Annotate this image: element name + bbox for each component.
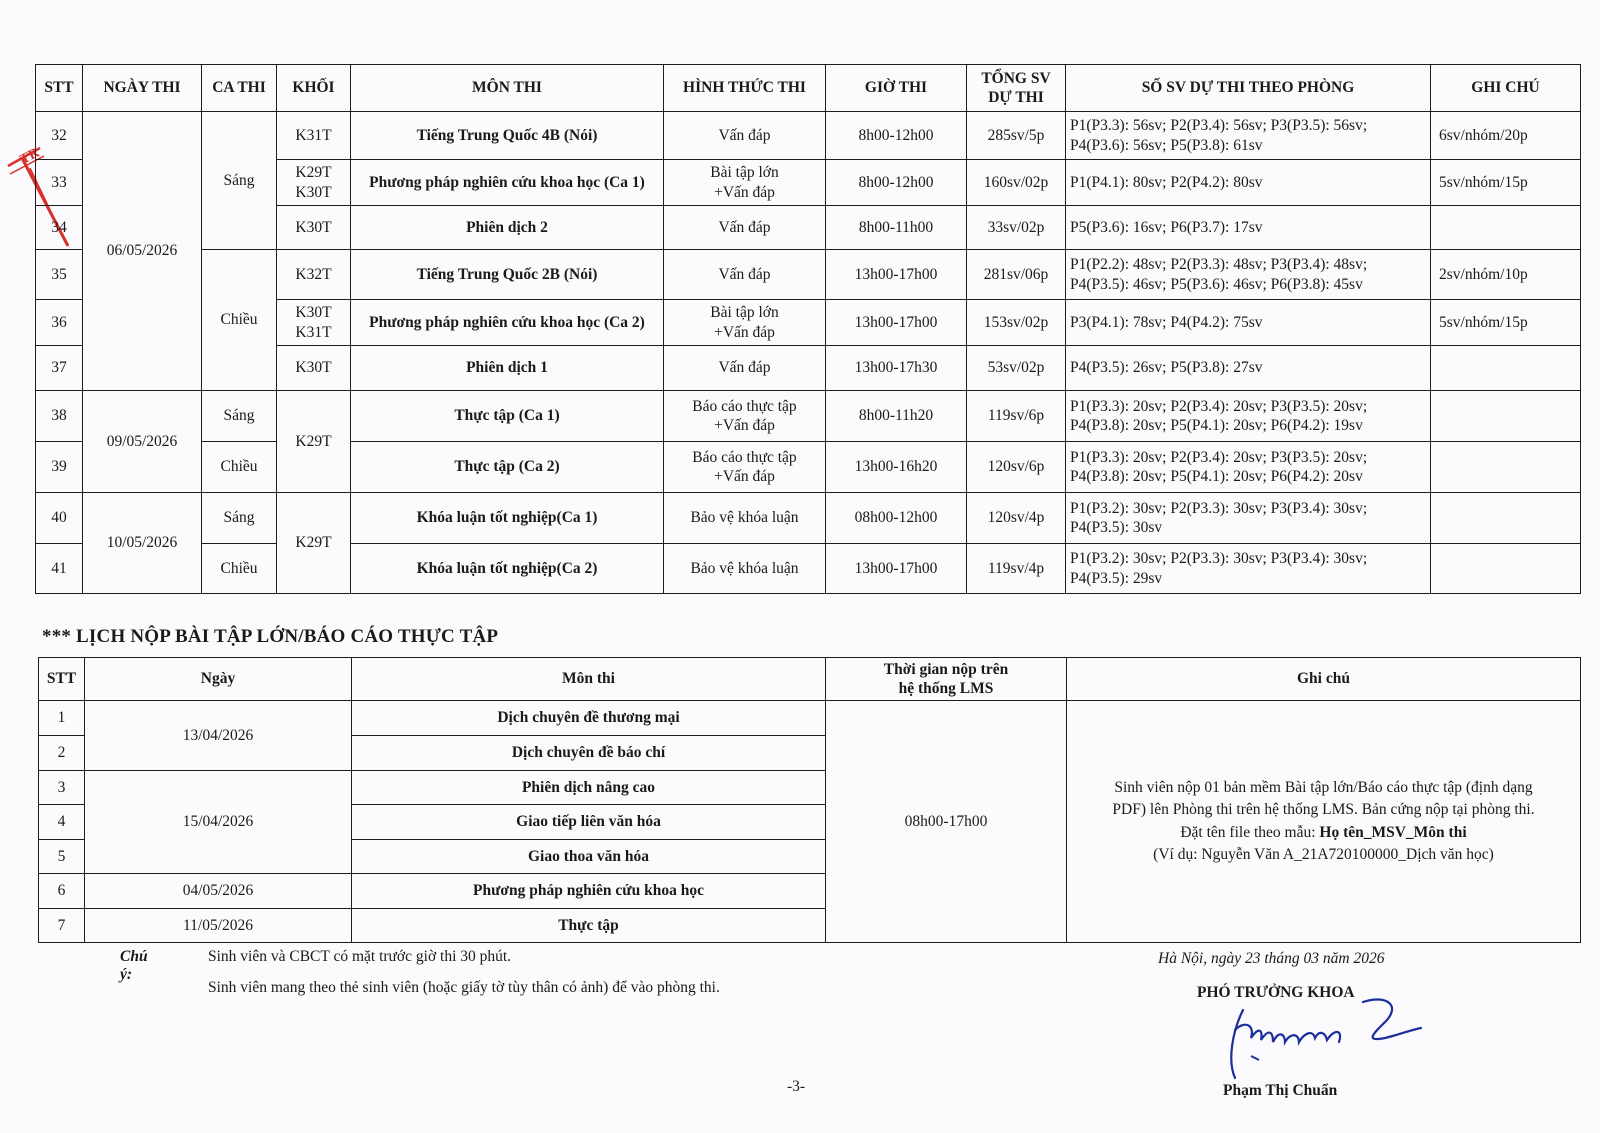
header-lms-time: Thời gian nộp trên hệ thống LMS bbox=[826, 658, 1067, 701]
shift-cell: Chiều bbox=[202, 544, 277, 594]
date-cell: 11/05/2026 bbox=[85, 909, 352, 943]
header-stt: STT bbox=[36, 65, 83, 112]
date-place: Hà Nội, ngày 23 tháng 03 năm 2026 bbox=[1158, 950, 1385, 967]
table-row: 38 09/05/2026 Sáng K29T Thực tập (Ca 1) Báo cáo thực tập +Vấn đáp 8h00-11h20 119sv/6p P1(P3.3): 20sv; P2(P3.4): 20sv; P3(P3.5): 20sv; P4(P3.8): 20sv; P5(P4.1): 20sv; P6(P4.2): 19sv bbox=[36, 391, 1581, 442]
header-rooms: SỐ SV DỰ THI THEO PHÒNG bbox=[1066, 65, 1431, 112]
date-cell: 15/04/2026 bbox=[85, 771, 352, 874]
table-row: 4 Giao tiếp liên văn hóa bbox=[39, 805, 1581, 840]
shift-cell: Chiều bbox=[202, 250, 277, 391]
header-shift: CA THI bbox=[202, 65, 277, 112]
shift-cell: Sáng bbox=[202, 112, 277, 250]
date-cell: 09/05/2026 bbox=[83, 391, 202, 493]
stamp-text: TR bbox=[17, 145, 43, 168]
shift-cell: Sáng bbox=[202, 493, 277, 544]
header-cohort: KHỐI bbox=[277, 65, 351, 112]
lms-time-cell: 08h00-17h00 bbox=[826, 701, 1067, 943]
table-row: 3 15/04/2026 Phiên dịch nâng cao bbox=[39, 771, 1581, 805]
lms-note-cell: Sinh viên nộp 01 bản mềm Bài tập lớn/Báo cáo thực tập (định dạng PDF) lên Phòng thi trên hệ thống LMS. Bản cứng nộp tại phòng thi. Đặt tên file theo mẫu: Họ tên_MSV_Môn thi (Ví dụ: Nguyễn Văn A_21A720100000_Dịch văn học) bbox=[1067, 701, 1581, 943]
table-row: 40 10/05/2026 Sáng K29T Khóa luận tốt nghiệp(Ca 1) Bảo vệ khóa luận 08h00-12h00 120sv/4p P1(P3.2): 30sv; P2(P3.3): 30sv; P3(P3.4): 30sv; P4(P3.5): 30sv bbox=[36, 493, 1581, 544]
signer-name: Phạm Thị Chuẩn bbox=[1223, 1082, 1338, 1099]
date-cell: 10/05/2026 bbox=[83, 493, 202, 594]
section-title: *** LỊCH NỘP BÀI TẬP LỚN/BÁO CÁO THỰC TẬP bbox=[42, 626, 499, 647]
header-note: Ghi chú bbox=[1067, 658, 1581, 701]
signer-title: PHÓ TRƯỞNG KHOA bbox=[1197, 984, 1355, 1001]
date-cell: 04/05/2026 bbox=[85, 874, 352, 909]
header-date: Ngày bbox=[85, 658, 352, 701]
shift-cell: Chiều bbox=[202, 442, 277, 493]
note-line: Sinh viên và CBCT có mặt trước giờ thi 30 phút. bbox=[208, 948, 512, 965]
table-row: 6 04/05/2026 Phương pháp nghiên cứu khoa học bbox=[39, 874, 1581, 909]
header-date: NGÀY THI bbox=[83, 65, 202, 112]
table-row: 35 Chiều K32T Tiếng Trung Quốc 2B (Nói) Vấn đáp 13h00-17h00 281sv/06p P1(P2.2): 48sv; P2(P3.3): 48sv; P3(P3.4): 48sv; P4(P3.5): 46sv; P5(P3.6): 46sv; P6(P3.8): 45sv 2sv/nhóm/10p bbox=[36, 250, 1581, 300]
header-time: GIỜ THI bbox=[826, 65, 967, 112]
table-header-row bbox=[39, 658, 1581, 701]
lms-submission-table bbox=[38, 657, 1581, 943]
table-row: 34 K30T Phiên dịch 2 Vấn đáp 8h00-11h00 33sv/02p P5(P3.6): 16sv; P6(P3.7): 17sv bbox=[36, 206, 1581, 250]
table-row: 5 Giao thoa văn hóa bbox=[39, 840, 1581, 874]
table-row: 39 Chiều Thực tập (Ca 2) Báo cáo thực tập +Vấn đáp 13h00-16h20 120sv/6p P1(P3.3): 20sv; P2(P3.4): 20sv; P3(P3.5): 20sv; P4(P3.8): 20sv; P5(P4.1): 20sv; P6(P4.2): 20sv bbox=[36, 442, 1581, 493]
header-stt: STT bbox=[39, 658, 85, 701]
exam-schedule-table bbox=[35, 64, 1581, 594]
table-row: 7 11/05/2026 Thực tập bbox=[39, 909, 1581, 943]
table-header-row bbox=[36, 65, 1581, 112]
table-row: 37 K30T Phiên dịch 1 Vấn đáp 13h00-17h30 53sv/02p P4(P3.5): 26sv; P5(P3.8): 27sv bbox=[36, 346, 1581, 391]
header-format: HÌNH THỨC THI bbox=[664, 65, 826, 112]
table-row: 33 K29T K30T Phương pháp nghiên cứu khoa học (Ca 1) Bài tập lớn +Vấn đáp 8h00-12h00 160sv/02p P1(P4.1): 80sv; P2(P4.2): 80sv 5sv/nhóm/15p bbox=[36, 160, 1581, 206]
shift-cell: Sáng bbox=[202, 391, 277, 442]
table-row: 1 13/04/2026 Dịch chuyên đề thương mại 08h00-17h00 Sinh viên nộp 01 bản mềm Bài tập lớn/Báo cáo thực tập (định dạng PDF) lên Phòng thi trên hệ thống LMS. Bản cứng nộp tại phòng thi. Đặt tên file theo mẫu: Họ tên_MSV_Môn thi (Ví dụ: Nguyễn Văn A_21A720100000_Dịch văn học) bbox=[39, 701, 1581, 736]
notes-label: Chú ý: bbox=[120, 948, 148, 983]
table-row: 41 Chiều Khóa luận tốt nghiệp(Ca 2) Bảo vệ khóa luận 13h00-17h00 119sv/4p P1(P3.2): 30sv; P2(P3.3): 30sv; P3(P3.4): 30sv; P4(P3.5): 29sv bbox=[36, 544, 1581, 594]
header-total: TỔNG SV DỰ THI bbox=[967, 65, 1066, 112]
handwritten-signature bbox=[1215, 990, 1435, 1090]
page-number: -3- bbox=[787, 1078, 806, 1095]
header-subject: MÔN THI bbox=[351, 65, 664, 112]
header-note: GHI CHÚ bbox=[1431, 65, 1581, 112]
header-subject: Môn thi bbox=[352, 658, 826, 701]
note-line: Sinh viên mang theo thẻ sinh viên (hoặc giấy tờ tùy thân có ảnh) để vào phòng thi. bbox=[208, 979, 720, 996]
table-row: 32 06/05/2026 Sáng K31T Tiếng Trung Quốc 4B (Nói) Vấn đáp 8h00-12h00 285sv/5p P1(P3.3): 56sv; P2(P3.4): 56sv; P3(P3.5): 56sv; P4(P3.6): 56sv; P5(P3.8): 61sv 6sv/nhóm/20p bbox=[36, 112, 1581, 160]
date-cell: 06/05/2026 bbox=[83, 112, 202, 391]
table-row: 36 K30T K31T Phương pháp nghiên cứu khoa học (Ca 2) Bài tập lớn +Vấn đáp 13h00-17h00 153sv/02p P3(P4.1): 78sv; P4(P4.2): 75sv 5sv/nhóm/15p bbox=[36, 300, 1581, 346]
date-cell: 13/04/2026 bbox=[85, 701, 352, 771]
table-row: 2 Dịch chuyên đề báo chí bbox=[39, 736, 1581, 771]
